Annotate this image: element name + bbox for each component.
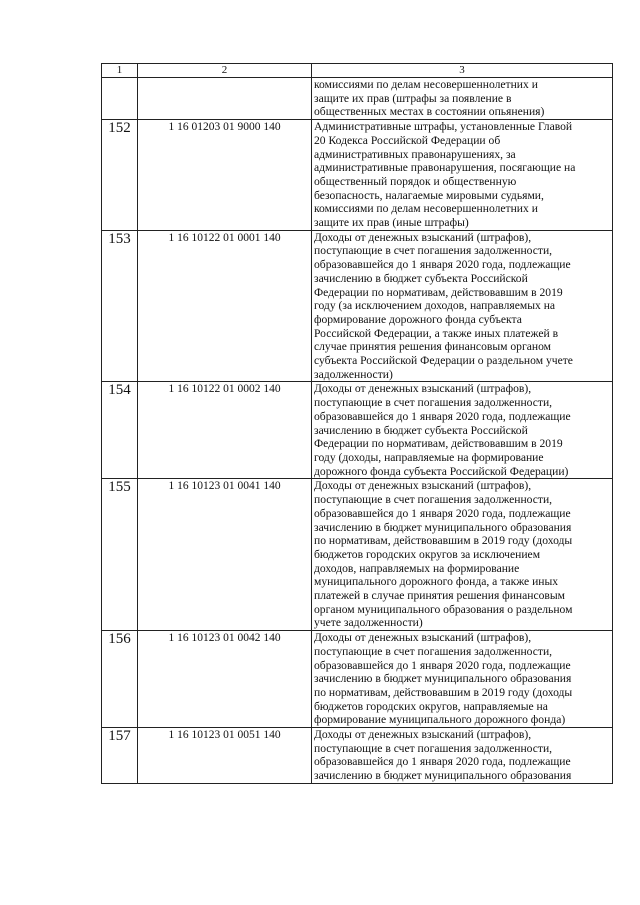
description-line: Доходы от денежных взысканий (штрафов), bbox=[314, 382, 532, 396]
row-number: 154 bbox=[102, 382, 138, 479]
description-line: зачислению в бюджет муниципального образования bbox=[314, 769, 572, 783]
row-number: 155 bbox=[102, 479, 138, 631]
table-row bbox=[102, 120, 613, 231]
description-line: бюджетов городских округов за исключением bbox=[314, 547, 541, 561]
table-header-row bbox=[102, 64, 613, 78]
description-line: поступающие в счет погашения задолженности, bbox=[314, 493, 553, 507]
row-description bbox=[312, 631, 613, 728]
description-line: защите их прав (штрафы за появление в bbox=[314, 91, 512, 105]
row-code: 1 16 10123 01 0042 140 bbox=[138, 631, 312, 728]
description-line: задолженности) bbox=[314, 367, 393, 381]
description-line: органом муниципального образования о раздельном bbox=[314, 602, 573, 616]
description-line: формирование муниципального дорожного фонда) bbox=[314, 713, 566, 727]
description-line: 20 Кодекса Российской Федерации об bbox=[314, 133, 501, 147]
description-line: образовавшейся до 1 января 2020 года, подлежащие bbox=[314, 506, 571, 520]
row-number: 153 bbox=[102, 230, 138, 382]
table-row bbox=[102, 382, 613, 479]
description-line: по нормативам, действовавшим в 2019 году (доходы bbox=[314, 534, 573, 548]
description-line: общественный порядок и общественную bbox=[314, 174, 517, 188]
description-line: защите их прав (иные штрафы) bbox=[314, 216, 469, 230]
description-line: Административные штрафы, установленные Главой bbox=[314, 120, 573, 134]
row-description bbox=[312, 382, 613, 479]
row-description bbox=[312, 230, 613, 382]
description-line: административные правонарушения, посягающие на bbox=[314, 161, 576, 175]
description-line: образовавшейся до 1 января 2020 года, подлежащие bbox=[314, 258, 571, 272]
description-line: зачислению в бюджет муниципального образования bbox=[314, 672, 572, 686]
row-code: 1 16 10122 01 0002 140 bbox=[138, 382, 312, 479]
description-line: дорожного фонда субъекта Российской Федерации) bbox=[314, 464, 569, 478]
row-code bbox=[138, 78, 312, 120]
description-line: зачислению в бюджет субъекта Российской bbox=[314, 423, 528, 437]
description-line: Федерации по нормативам, действовавшим в 2019 bbox=[314, 285, 563, 299]
description-line: безопасность, налагаемые мировыми судьями, bbox=[314, 188, 544, 202]
description-line: платежей в случае принятия решения финансовым bbox=[314, 589, 565, 603]
description-line: поступающие в счет погашения задолженности, bbox=[314, 741, 553, 755]
description-line: поступающие в счет погашения задолженности, bbox=[314, 244, 553, 258]
table-row bbox=[102, 728, 613, 784]
description-line: Доходы от денежных взысканий (штрафов), bbox=[314, 479, 532, 493]
description-line: поступающие в счет погашения задолженности, bbox=[314, 644, 553, 658]
description-line: образовавшейся до 1 января 2020 года, подлежащие bbox=[314, 658, 571, 672]
description-line: формирование дорожного фонда субъекта bbox=[314, 312, 522, 326]
row-description bbox=[312, 728, 613, 784]
continuation-row bbox=[102, 78, 613, 120]
row-number: 156 bbox=[102, 631, 138, 728]
description-line: комиссиями по делам несовершеннолетних и bbox=[314, 202, 538, 216]
row-code: 1 16 10122 01 0001 140 bbox=[138, 230, 312, 382]
revenue-codes-table bbox=[101, 63, 613, 784]
row-code: 1 16 10123 01 0051 140 bbox=[138, 728, 312, 784]
row-description bbox=[312, 78, 613, 120]
row-number: 157 bbox=[102, 728, 138, 784]
description-line: году (доходы, направляемые на формирование bbox=[314, 450, 544, 464]
description-line: образовавшейся до 1 января 2020 года, подлежащие bbox=[314, 755, 571, 769]
description-line: году (за исключением доходов, направляемых на bbox=[314, 299, 556, 313]
row-description bbox=[312, 479, 613, 631]
description-line: Федерации по нормативам, действовавшим в 2019 bbox=[314, 437, 563, 451]
description-line: Доходы от денежных взысканий (штрафов), bbox=[314, 728, 532, 742]
description-line: бюджетов городских округов, направляемые на bbox=[314, 699, 548, 713]
column-code-header: 2 bbox=[138, 64, 312, 78]
description-line: доходов, направляемых на формирование bbox=[314, 561, 520, 575]
description-line: зачислению в бюджет муниципального образования bbox=[314, 520, 572, 534]
description-line: поступающие в счет погашения задолженности, bbox=[314, 396, 553, 410]
description-line: по нормативам, действовавшим в 2019 году (доходы bbox=[314, 685, 573, 699]
description-line: зачислению в бюджет субъекта Российской bbox=[314, 271, 528, 285]
description-line: образовавшейся до 1 января 2020 года, подлежащие bbox=[314, 409, 571, 423]
column-number-header: 1 bbox=[102, 64, 138, 78]
table-row bbox=[102, 631, 613, 728]
row-number: 152 bbox=[102, 120, 138, 231]
row-code: 1 16 10123 01 0041 140 bbox=[138, 479, 312, 631]
description-line: муниципального дорожного фонда, а также иных bbox=[314, 575, 559, 589]
column-description-header: 3 bbox=[312, 64, 613, 78]
description-line: Доходы от денежных взысканий (штрафов), bbox=[314, 230, 532, 244]
description-line: административных правонарушениях, за bbox=[314, 147, 516, 161]
description-line: Российской Федерации, а также иных платежей в bbox=[314, 326, 559, 340]
description-line: общественных местах в состоянии опьянения) bbox=[314, 105, 545, 119]
row-number bbox=[102, 78, 138, 120]
table-row bbox=[102, 230, 613, 382]
description-line: случае принятия решения финансовым органом bbox=[314, 340, 551, 354]
description-line: комиссиями по делам несовершеннолетних и bbox=[314, 78, 538, 91]
description-line: Доходы от денежных взысканий (штрафов), bbox=[314, 631, 532, 645]
row-description bbox=[312, 120, 613, 231]
row-code: 1 16 01203 01 9000 140 bbox=[138, 120, 312, 231]
table-row bbox=[102, 479, 613, 631]
description-line: субъекта Российской Федерации о раздельном учете bbox=[314, 354, 573, 368]
description-line: учете задолженности) bbox=[314, 616, 423, 630]
